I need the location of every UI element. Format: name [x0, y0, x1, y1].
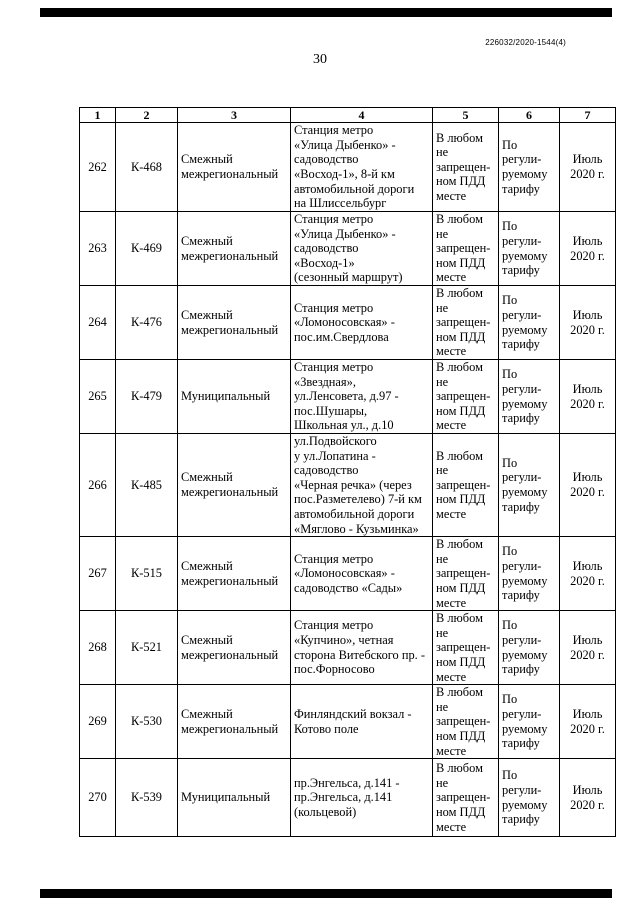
- table-row: [80, 537, 616, 611]
- routes-table: [79, 107, 616, 837]
- table-row: [80, 212, 616, 286]
- route-type: Муниципальный: [178, 360, 291, 434]
- tariff-type: По регули- руемому тарифу: [499, 537, 560, 611]
- table-header-row: [80, 108, 616, 123]
- route-code: К-479: [116, 360, 178, 434]
- tariff-type: По регули- руемому тарифу: [499, 123, 560, 212]
- row-number: 266: [80, 434, 116, 537]
- tariff-type: По регули- руемому тарифу: [499, 212, 560, 286]
- route-description: Станция метро «Купчино», четная сторона Витебского пр. - пос.Форносово: [291, 611, 433, 685]
- row-number: 265: [80, 360, 116, 434]
- tariff-type: По регули- руемому тарифу: [499, 360, 560, 434]
- stop-rule: В любом не запрещен- ном ПДД месте: [433, 537, 499, 611]
- route-code: К-515: [116, 537, 178, 611]
- tariff-type: По регули- руемому тарифу: [499, 434, 560, 537]
- row-number: 267: [80, 537, 116, 611]
- start-date: Июль 2020 г.: [560, 537, 616, 611]
- route-type: Смежный межрегиональный: [178, 286, 291, 360]
- page-number: 30: [313, 52, 327, 67]
- stop-rule: В любом не запрещен- ном ПДД месте: [433, 123, 499, 212]
- stop-rule: В любом не запрещен- ном ПДД месте: [433, 434, 499, 537]
- route-description: Станция метро «Звездная», ул.Ленсовета, д.97 - пос.Шушары, Школьная ул., д.10: [291, 360, 433, 434]
- column-header: 2: [116, 108, 178, 123]
- start-date: Июль 2020 г.: [560, 212, 616, 286]
- route-description: Станция метро «Ломоносовская» - пос.им.Свердлова: [291, 286, 433, 360]
- row-number: 269: [80, 685, 116, 759]
- route-type: Муниципальный: [178, 759, 291, 837]
- table-row: [80, 611, 616, 685]
- table-row: [80, 286, 616, 360]
- route-description: пр.Энгельса, д.141 - пр.Энгельса, д.141 (кольцевой): [291, 759, 433, 837]
- stop-rule: В любом не запрещен- ном ПДД месте: [433, 759, 499, 837]
- route-code: К-485: [116, 434, 178, 537]
- top-border-bar: [40, 8, 612, 17]
- route-type: Смежный межрегиональный: [178, 611, 291, 685]
- route-type: Смежный межрегиональный: [178, 212, 291, 286]
- document-number: 226032/2020-1544(4): [485, 38, 566, 47]
- stop-rule: В любом не запрещен- ном ПДД месте: [433, 685, 499, 759]
- table-row: [80, 434, 616, 537]
- route-description: Станция метро «Улица Дыбенко» - садоводство «Восход-1» (сезонный маршрут): [291, 212, 433, 286]
- start-date: Июль 2020 г.: [560, 123, 616, 212]
- route-description: Финляндский вокзал - Котово поле: [291, 685, 433, 759]
- row-number: 268: [80, 611, 116, 685]
- bottom-border-bar: [40, 889, 612, 898]
- start-date: Июль 2020 г.: [560, 611, 616, 685]
- tariff-type: По регули- руемому тарифу: [499, 685, 560, 759]
- table-row: [80, 685, 616, 759]
- route-description: Станция метро «Улица Дыбенко» - садоводство «Восход-1», 8-й км автомобильной дороги на Шлиссельбург: [291, 123, 433, 212]
- start-date: Июль 2020 г.: [560, 360, 616, 434]
- column-header: 3: [178, 108, 291, 123]
- stop-rule: В любом не запрещен- ном ПДД месте: [433, 611, 499, 685]
- route-code: К-539: [116, 759, 178, 837]
- row-number: 270: [80, 759, 116, 837]
- route-type: Смежный межрегиональный: [178, 434, 291, 537]
- start-date: Июль 2020 г.: [560, 759, 616, 837]
- tariff-type: По регули- руемому тарифу: [499, 611, 560, 685]
- route-description: Станция метро «Ломоносовская» - садоводство «Сады»: [291, 537, 433, 611]
- table-row: [80, 360, 616, 434]
- route-code: К-530: [116, 685, 178, 759]
- route-type: Смежный межрегиональный: [178, 123, 291, 212]
- column-header: 4: [291, 108, 433, 123]
- route-type: Смежный межрегиональный: [178, 537, 291, 611]
- column-header: 7: [560, 108, 616, 123]
- tariff-type: По регули- руемому тарифу: [499, 759, 560, 837]
- route-code: К-476: [116, 286, 178, 360]
- table-row: [80, 123, 616, 212]
- column-header: 1: [80, 108, 116, 123]
- route-code: К-469: [116, 212, 178, 286]
- row-number: 262: [80, 123, 116, 212]
- stop-rule: В любом не запрещен- ном ПДД месте: [433, 212, 499, 286]
- tariff-type: По регули- руемому тарифу: [499, 286, 560, 360]
- column-header: 6: [499, 108, 560, 123]
- start-date: Июль 2020 г.: [560, 286, 616, 360]
- column-header: 5: [433, 108, 499, 123]
- route-type: Смежный межрегиональный: [178, 685, 291, 759]
- start-date: Июль 2020 г.: [560, 434, 616, 537]
- stop-rule: В любом не запрещен- ном ПДД месте: [433, 360, 499, 434]
- table-row: [80, 759, 616, 837]
- start-date: Июль 2020 г.: [560, 685, 616, 759]
- route-code: К-521: [116, 611, 178, 685]
- row-number: 263: [80, 212, 116, 286]
- row-number: 264: [80, 286, 116, 360]
- route-description: ул.Подвойского у ул.Лопатина - садоводство «Черная речка» (через пос.Разметелево) 7-й км автомобильной дороги «Мяглово - Кузьминка»: [291, 434, 433, 537]
- route-code: К-468: [116, 123, 178, 212]
- stop-rule: В любом не запрещен- ном ПДД месте: [433, 286, 499, 360]
